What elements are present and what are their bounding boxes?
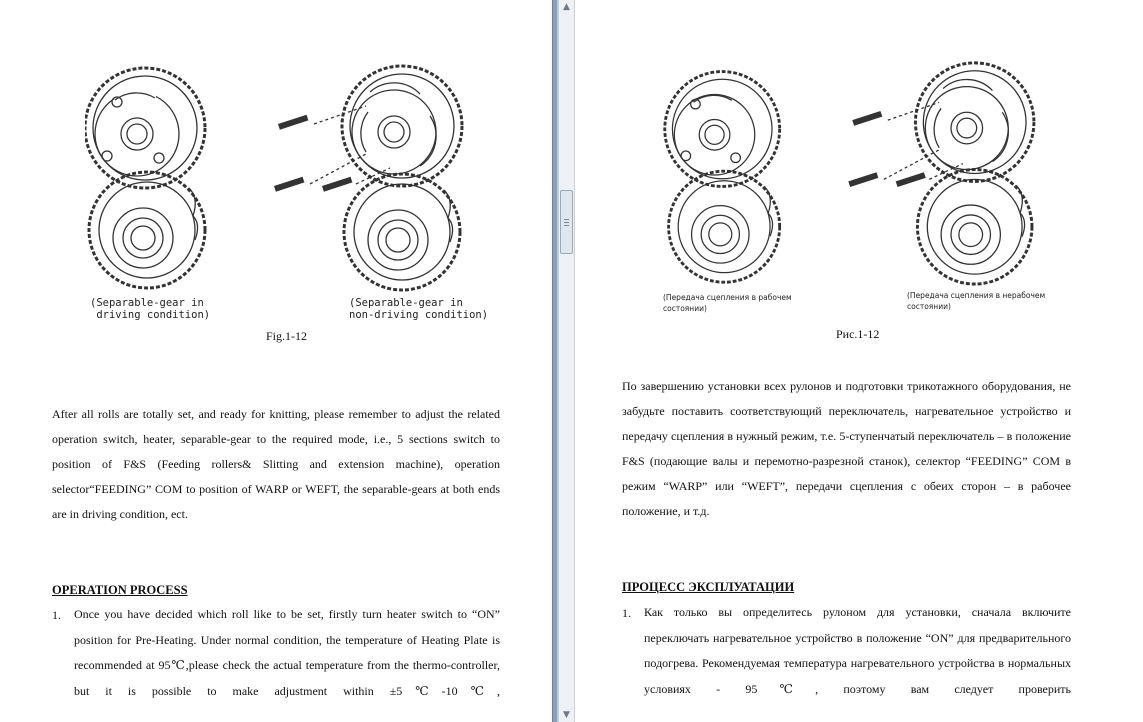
gear-figure-driving (85, 58, 215, 293)
gear-figure-driving-ru (662, 62, 792, 287)
caption-non-driving-condition-ru: (Передача сцепления в нерабочем состоянии) (907, 291, 1046, 311)
operation-process-heading-ru: ПРОЦЕСС ЭКСПЛУАТАЦИИ (622, 580, 795, 594)
left-document-pane (0, 0, 552, 722)
caption-non-driving-condition: (Separable-gear in non-driving condition) (349, 297, 489, 321)
setup-paragraph-ru: По завершению установки всех рулонов и подготовки трикотажного оборудования, не забудьте поставить соответствующий переключатель, нагревательное устройство и передачу сцепления в нужный режим, т.е. 5-ступенчатый переключатель – в положение F&S (подающие валы и перемотно-разрезной станок), селектор “FEEDING” COM в режим “WARP” или “WEFT”, передачи сцепления с обеих сторон – в рабочее положение, и т.д. (622, 379, 1071, 518)
scroll-down-arrow-icon[interactable]: ▼ (563, 710, 570, 720)
setup-paragraph: After all rolls are totally set, and ready for knitting, please remember to adjust the related operation switch, heater, separable-gear to the required mode, i.e., 5 sections switch to position of F&S (Feeding rollers& Slitting and extension machine), operation selector“FEEDING” COM to position of WARP or WEFT, the separable-gears at both ends are in driving condition, ect. (52, 407, 500, 521)
scroll-up-arrow-icon[interactable]: ▲ (563, 2, 570, 12)
vertical-scrollbar[interactable] (558, 0, 575, 722)
list-item-number: 1. (52, 608, 61, 622)
figure-label-ru: Рис.1-12 (836, 327, 880, 341)
caption-driving-condition: (Separable-gear in driving condition) (90, 297, 211, 321)
right-document-pane (585, 0, 1143, 722)
gear-figure-non-driving-ru (843, 55, 1058, 287)
gear-figure-non-driving (270, 58, 485, 293)
list-item-text-ru: Как только вы определитесь рулоном для установки, сначала включите переключать нагревательное устройство в положение “ON” для предварительного подогрева. Рекомендуемая температура нагревательного устройства в нормальных условиях - 95℃, поэтому вам следует проверить (644, 605, 1071, 696)
operation-process-heading: OPERATION PROCESS (52, 583, 188, 597)
list-item-number-ru: 1. (622, 606, 631, 620)
list-item-text: Once you have decided which roll like to be set, firstly turn heater switch to “ON” position for Pre-Heating. Under normal condition, the temperature of Heating Plate is recommended at 95℃,please check the actual temperature from the thermo-controller, but it is possible to make adjustment within ±5℃-10℃, (74, 607, 500, 698)
scroll-thumb[interactable] (560, 190, 573, 254)
caption-driving-condition-ru: (Передача сцепления в рабочем состоянии) (663, 293, 792, 313)
figure-label: Fig.1-12 (266, 329, 308, 343)
